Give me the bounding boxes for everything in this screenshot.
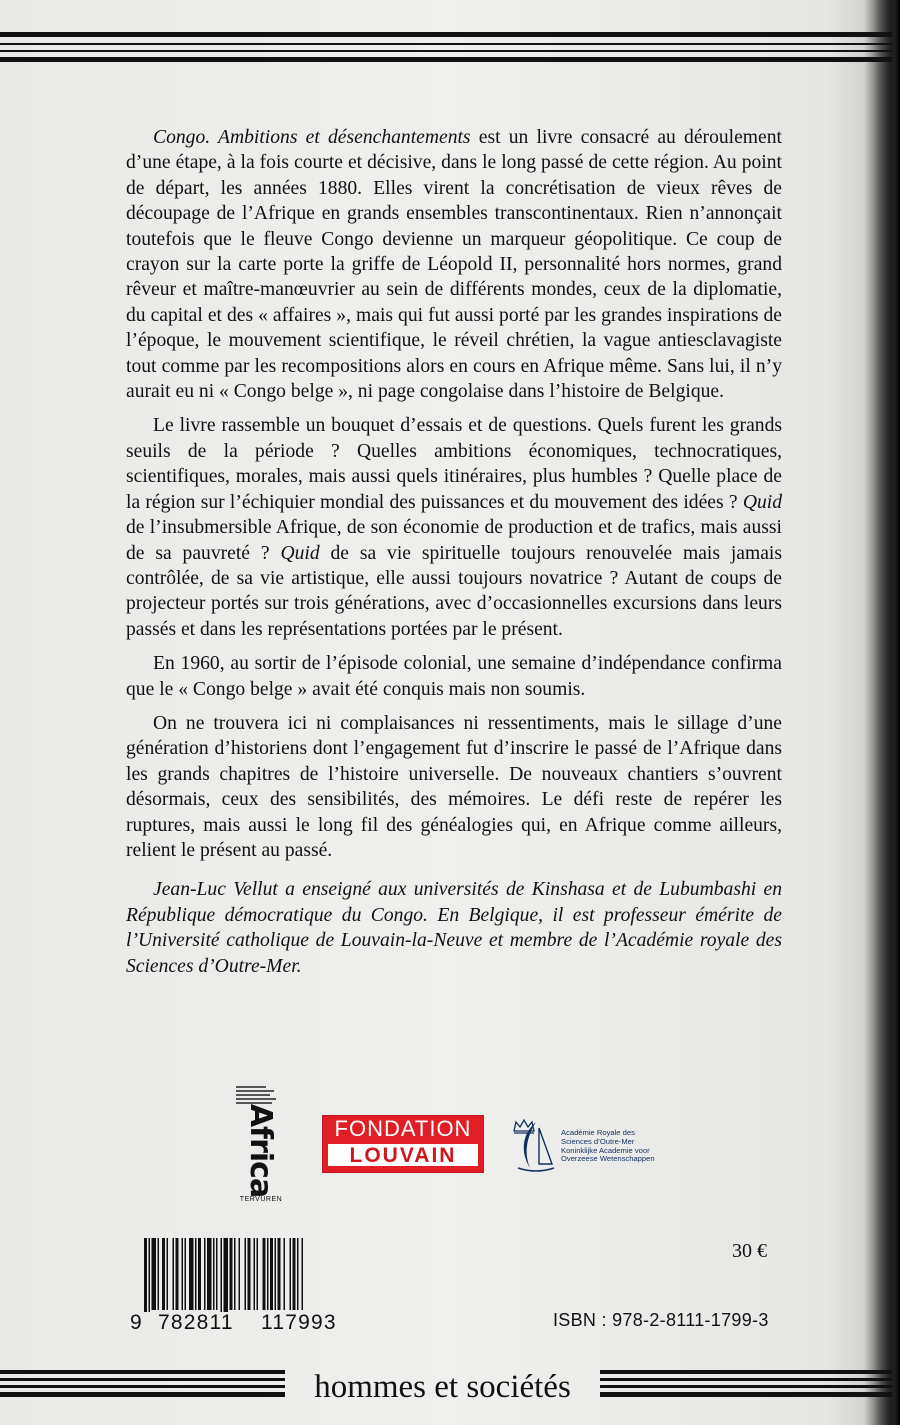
paragraph-conclusion: On ne trouvera ici ni complaisances ni ressentiments, mais le sillage d’une génération d’historiens dont l’engagement fut d’inscrire le passé de l’Afrique dans les grands chapitres de l’histoire universelle. De nouveaux chantiers s’ouvrent désormais, ceux des sensibilités, des mémoires. Le défi reste de repérer les ruptures, mais aussi le long fil des généalogies qui, en Afrique comme ailleurs, relient le présent au passé. [126, 712, 782, 861]
barcode-bar [189, 1238, 194, 1310]
book-title: Congo. Ambitions et désenchantements [153, 127, 471, 148]
barcode-first-digit: 9 [130, 1311, 142, 1334]
barcode-bar [297, 1238, 299, 1310]
barcode-bar [248, 1238, 251, 1310]
barcode-bar [293, 1238, 296, 1310]
barcode-bar [263, 1238, 266, 1310]
barcode-bar [198, 1238, 201, 1310]
barcode-bars [130, 1238, 370, 1312]
publisher-logos [0, 1078, 900, 1208]
barcode-bar [257, 1238, 259, 1310]
series-title: hommes et sociétés [314, 1369, 571, 1405]
barcode-bar [144, 1238, 147, 1312]
fondation-louvain-logo [322, 1115, 484, 1173]
barcode-bar [173, 1238, 175, 1310]
author-bio: Jean-Luc Vellut a enseigné aux universités de Kinshasa et de Lubumbashi en République démocratique du Congo. En Belgique, il est professeur émérite de l’Université catholique de Louvain-la-Neuve et membre de l’Académie royale des Sciences d’Outre-Mer. [126, 879, 782, 977]
barcode-bar [270, 1238, 273, 1310]
barcode-bar [302, 1238, 304, 1310]
paragraph-questions: Le livre rassemble un bouquet d’essais et de questions. Quels furent les grands seuils de la période ? Quelles ambitions économiques, technocratiques, scientifiques, morales, mais aussi quels itinéraires, plus humbles ? Quelle place de la région sur l’échiquier mondial des puissances et du mouvement des idées ? Quid de l’insubmersible Afrique, de son économie de production et de trafics, mais aussi de sa pauvreté ? Quid de sa vie spirituelle toujours renouvelée mais jamais contrôlée, de sa vie artistique, elle aussi toujours novatrice ? Autant de coups de projecteur portés sur trois générations, avec d’occasionnelles excursions dans leurs passés et dans les représentations portées par le présent. [126, 415, 782, 640]
paragraph-1960: En 1960, au sortir de l’épisode colonial, une semaine d’indépendance confirma que le « Congo belge » avait été conquis mais non soumis. [126, 653, 782, 700]
louvain-word: LOUVAIN [328, 1144, 478, 1166]
barcode-bar [207, 1238, 212, 1310]
barcode-bar [245, 1238, 247, 1310]
barcode-bar [167, 1238, 169, 1310]
barcode-bar [158, 1238, 160, 1310]
barcode-left-group: 782811 [158, 1311, 234, 1334]
barcode-bar [239, 1238, 241, 1310]
barcode-bar [267, 1238, 269, 1310]
barcode-bar [204, 1238, 206, 1310]
barcode-bar [149, 1238, 151, 1312]
barcode-bar [216, 1238, 218, 1310]
price: 30 € [732, 1240, 767, 1262]
barcode-bar [284, 1238, 286, 1310]
barcode-bar [182, 1238, 184, 1310]
barcode-bar [234, 1238, 236, 1310]
barcode-bar [213, 1238, 215, 1310]
barcode-bar [152, 1238, 157, 1310]
barcode-bar [254, 1238, 256, 1310]
barcode-bar [221, 1238, 223, 1312]
academie-royale-logo [512, 1118, 692, 1174]
crown-icon [512, 1118, 536, 1134]
barcode-bar [195, 1238, 197, 1310]
barcode-bar [176, 1238, 179, 1310]
ean13-barcode [130, 1238, 370, 1338]
barcode-bar [162, 1238, 165, 1310]
barcode-bar [224, 1238, 229, 1312]
paragraph-intro: Congo. Ambitions et désenchantements est un livre consacré au déroulement d’une étape, à la fois courte et décisive, dans le long passé de cette région. Au point de départ, les années 1880. Elles virent la concrétisation de vieux rêves de découpage de l’Afrique en grands ensembles transcontinentaux. Rien n’annonçait toutefois que le fleuve Congo devienne un marqueur géopolitique. Ce coup de crayon sur la carte porte la griffe de Léopold II, personnalité hors normes, grand rêveur et maître-manœuvrier au sein de différents mondes, ceux de la diplomatie, du capital et des « affaires », mais qui fut aussi porté par les grandes inspirations de l’époque, le mouvement scientifique, le réveil chrétien, la vague antiesclavagiste tout comme par les recompositions alors en cours en Afrique même. Sans lui, il n’y aurait eu ni « Congo belge », ni page congolaise dans l’histoire de Belgique. [126, 127, 782, 403]
fondation-word: FONDATION [334, 1116, 472, 1141]
barcode-bar [185, 1238, 187, 1310]
africa-museum-logo [236, 1086, 286, 1208]
barcode-bar [290, 1238, 292, 1310]
logo-fine-print-lines [236, 1086, 286, 1104]
blurb-text [126, 125, 782, 988]
africa-logo-word: Africa [243, 1103, 279, 1197]
spine-shadow [874, 0, 900, 1425]
academie-text: Académie Royale des Sciences d’Outre-Mer Koninklijke Academie voor Overzeese Wetenschappen [561, 1128, 655, 1164]
barcode-bar [275, 1238, 277, 1310]
series-footer [0, 1366, 900, 1411]
barcode-right-group: 117993 [261, 1311, 337, 1334]
tervuren-label: TERVUREN [239, 1196, 283, 1203]
barcode-bar [278, 1238, 281, 1310]
isbn: ISBN : 978-2-8111-1799-3 [553, 1310, 769, 1330]
barcode-bar [230, 1238, 233, 1310]
